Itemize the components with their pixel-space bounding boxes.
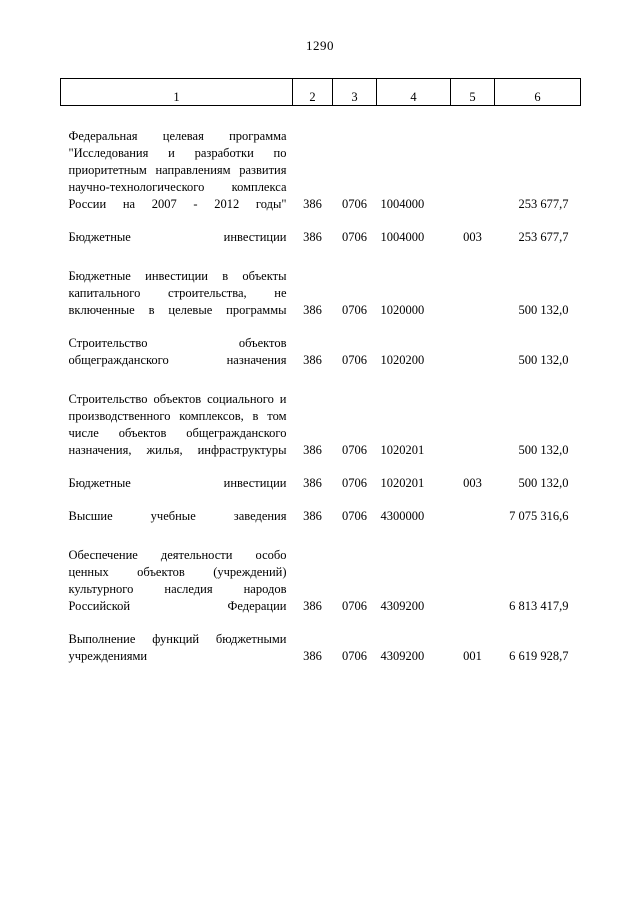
table-spacer [61, 459, 581, 475]
row-chapter: 386 [303, 353, 322, 367]
row-section: 0706 [342, 353, 367, 367]
row-section: 0706 [342, 476, 367, 490]
row-amount: 253 677,7 [518, 197, 569, 211]
row-chapter: 386 [303, 303, 322, 317]
budget-table-container [60, 78, 580, 665]
table-row [61, 391, 581, 459]
row-section: 0706 [342, 230, 367, 244]
row-section: 0706 [342, 443, 367, 457]
table-spacer [61, 369, 581, 391]
row-amount: 6 619 928,7 [509, 649, 569, 663]
row-label: Строительство объектов общегражданского назначения [68, 336, 287, 367]
row-expense-type [451, 335, 495, 369]
budget-table [60, 78, 581, 665]
row-chapter: 386 [303, 649, 322, 663]
column-header-1: 1 [61, 79, 293, 106]
row-expense-type [451, 547, 495, 615]
row-target-code: 4309200 [380, 649, 425, 663]
row-label: Выполнение функций бюджетными учреждениями [68, 632, 287, 663]
column-header-2: 2 [293, 79, 333, 106]
row-amount: 500 132,0 [518, 443, 569, 457]
row-amount: 500 132,0 [518, 303, 569, 317]
row-chapter: 386 [303, 443, 322, 457]
table-row [61, 508, 581, 525]
row-section: 0706 [342, 599, 367, 613]
row-target-code: 1020000 [380, 303, 425, 317]
table-spacer [61, 106, 581, 129]
page-number: 1290 [306, 38, 334, 53]
row-amount: 253 677,7 [518, 230, 569, 244]
row-target-code: 1004000 [380, 197, 425, 211]
row-expense-type: 003 [463, 230, 482, 244]
table-row [61, 475, 581, 492]
row-target-code: 4309200 [380, 599, 425, 613]
row-label: Бюджетные инвестиции в объекты капитального строительства, не включенные в целевые программы [68, 269, 287, 317]
row-label: Федеральная целевая программа "Исследования и разработки по приоритетным направлениям развития научно-технологического комплекса России на 2007 - 2012 годы" [68, 129, 287, 211]
row-target-code: 4300000 [380, 509, 425, 523]
column-header-3: 3 [333, 79, 377, 106]
column-header-5: 5 [451, 79, 495, 106]
row-expense-type [451, 508, 495, 525]
row-label: Высшие учебные заведения [68, 509, 287, 523]
row-expense-type [451, 128, 495, 213]
row-section: 0706 [342, 649, 367, 663]
column-header-6: 6 [495, 79, 581, 106]
row-chapter: 386 [303, 599, 322, 613]
row-chapter: 386 [303, 509, 322, 523]
row-chapter: 386 [303, 476, 322, 490]
row-label: Бюджетные инвестиции [68, 230, 287, 244]
row-chapter: 386 [303, 197, 322, 211]
table-header [61, 79, 581, 106]
row-label: Строительство объектов социального и производственного комплексов, в том числе объектов общегражданского назначения, жилья, инфраструктуры [68, 392, 287, 457]
row-label: Бюджетные инвестиции [68, 476, 287, 490]
table-row [61, 547, 581, 615]
row-target-code: 1020201 [380, 443, 425, 457]
table-row [61, 335, 581, 369]
table-row [61, 229, 581, 246]
row-expense-type: 003 [463, 476, 482, 490]
table-spacer [61, 615, 581, 631]
row-label: Обеспечение деятельности особо ценных объектов (учреждений) культурного наследия народов Российской Федерации [68, 548, 287, 613]
table-spacer [61, 213, 581, 229]
table-spacer [61, 246, 581, 268]
row-target-code: 1020201 [380, 476, 425, 490]
row-chapter: 386 [303, 230, 322, 244]
row-amount: 500 132,0 [518, 353, 569, 367]
table-row [61, 128, 581, 213]
row-target-code: 1020200 [380, 353, 425, 367]
table-row [61, 631, 581, 665]
row-expense-type [451, 391, 495, 459]
table-row [61, 268, 581, 319]
row-section: 0706 [342, 303, 367, 317]
table-body [61, 106, 581, 666]
row-amount: 6 813 417,9 [509, 599, 569, 613]
row-amount: 500 132,0 [518, 476, 569, 490]
table-spacer [61, 525, 581, 547]
row-target-code: 1004000 [380, 230, 425, 244]
row-expense-type [451, 268, 495, 319]
row-amount: 7 075 316,6 [509, 509, 569, 523]
row-expense-type: 001 [463, 649, 482, 663]
table-header-row [61, 79, 581, 106]
table-spacer [61, 319, 581, 335]
column-header-4: 4 [377, 79, 451, 106]
row-section: 0706 [342, 509, 367, 523]
row-section: 0706 [342, 197, 367, 211]
table-spacer [61, 492, 581, 508]
